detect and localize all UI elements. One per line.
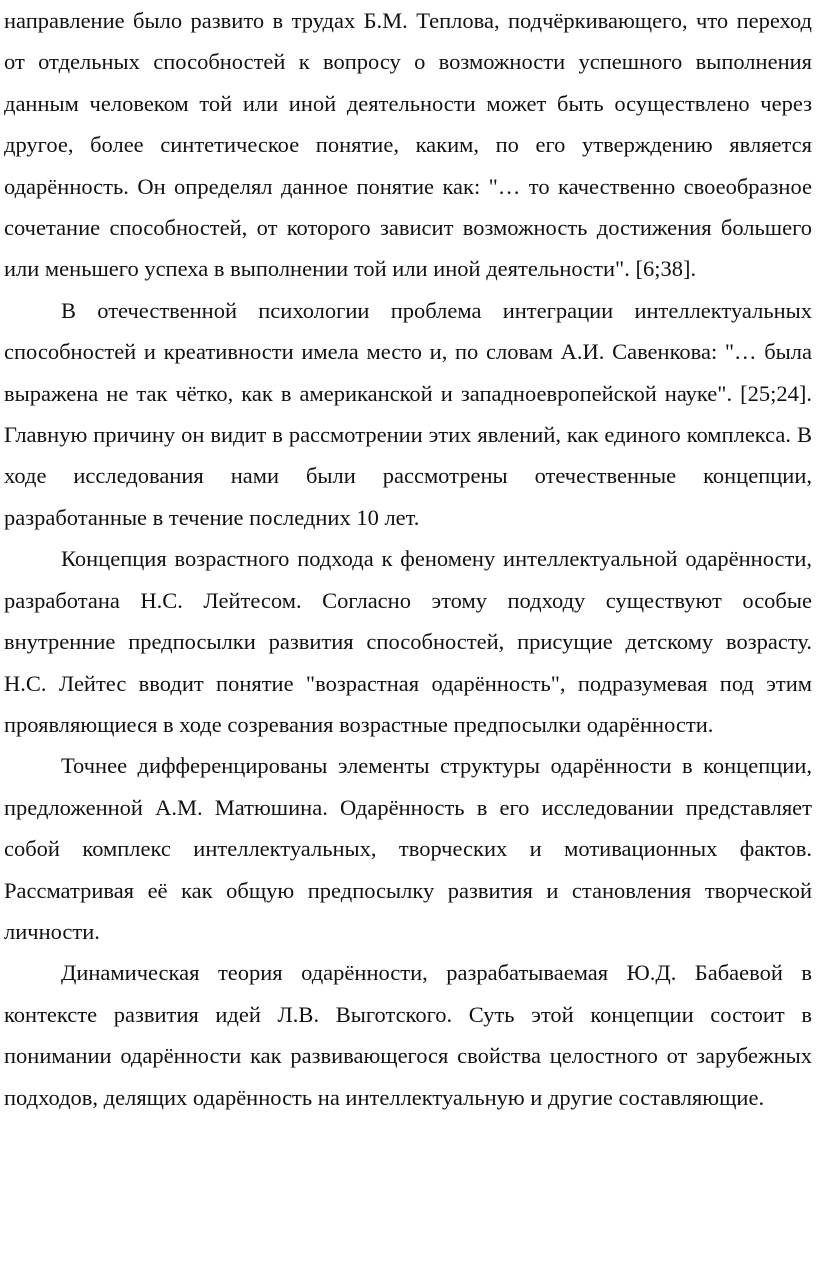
paragraph-leites: Концепция возрастного подхода к феномену интеллектуальной одарённости, разработана Н.С. Лейтесом. Согласно этому подходу существуют особые внутренние предпосылки развития способностей, присущие детскому возрасту. Н.С. Лейтес вводит понятие "возрастная одарённость", подразумевая под этим проявляющиеся в ходе созревания возрастные предпосылки одарённости.	[4, 546, 812, 737]
paragraph-integration: В отечественной психологии проблема интеграции интеллектуальных способностей и креативности имела место и, по словам А.И. Савенкова: "… была выражена не так чётко, как в американской и западноевропейской науке". [25;24]. Главную причину он видит в рассмотрении этих явлений, как единого комплекса. В ходе исследования нами были рассмотрены отечественные концепции, разработанные в течение последних 10 лет.	[4, 297, 812, 530]
paragraph-matyushin: Точнее дифференцированы элементы структуры одарённости в концепции, предложенной А.М. Матюшина. Одарённость в его исследовании представляет собой комплекс интеллектуальных, творческих и мотивационных фактов. Рассматривая её как общую предпосылку развития и становления творческой личности.	[4, 753, 812, 944]
paragraph-babaeva: Динамическая теория одарённости, разрабатываемая Ю.Д. Бабаевой в контексте развития идей Л.В. Выготского. Суть этой концепции состоит в понимании одарённости как развивающегося свойства целостного от зарубежных подходов, делящих одарённость на интеллектуальную и другие составляющие.	[4, 960, 812, 1110]
document-page	[4, 0, 812, 1118]
paragraph-continued: направление было развито в трудах Б.М. Теплова, подчёркивающего, что переход от отдельных способностей к вопросу о возможности успешного выполнения данным человеком той или иной деятельности может быть осуществлено через другое, более синтетическое понятие, каким, по его утверждению является одарённость. Он определял данное понятие как: "… то качественно своеобразное сочетание способностей, от которого зависит возможность достижения большего или меньшего успеха в выполнении той или иной деятельности". [6;38].	[4, 8, 812, 282]
